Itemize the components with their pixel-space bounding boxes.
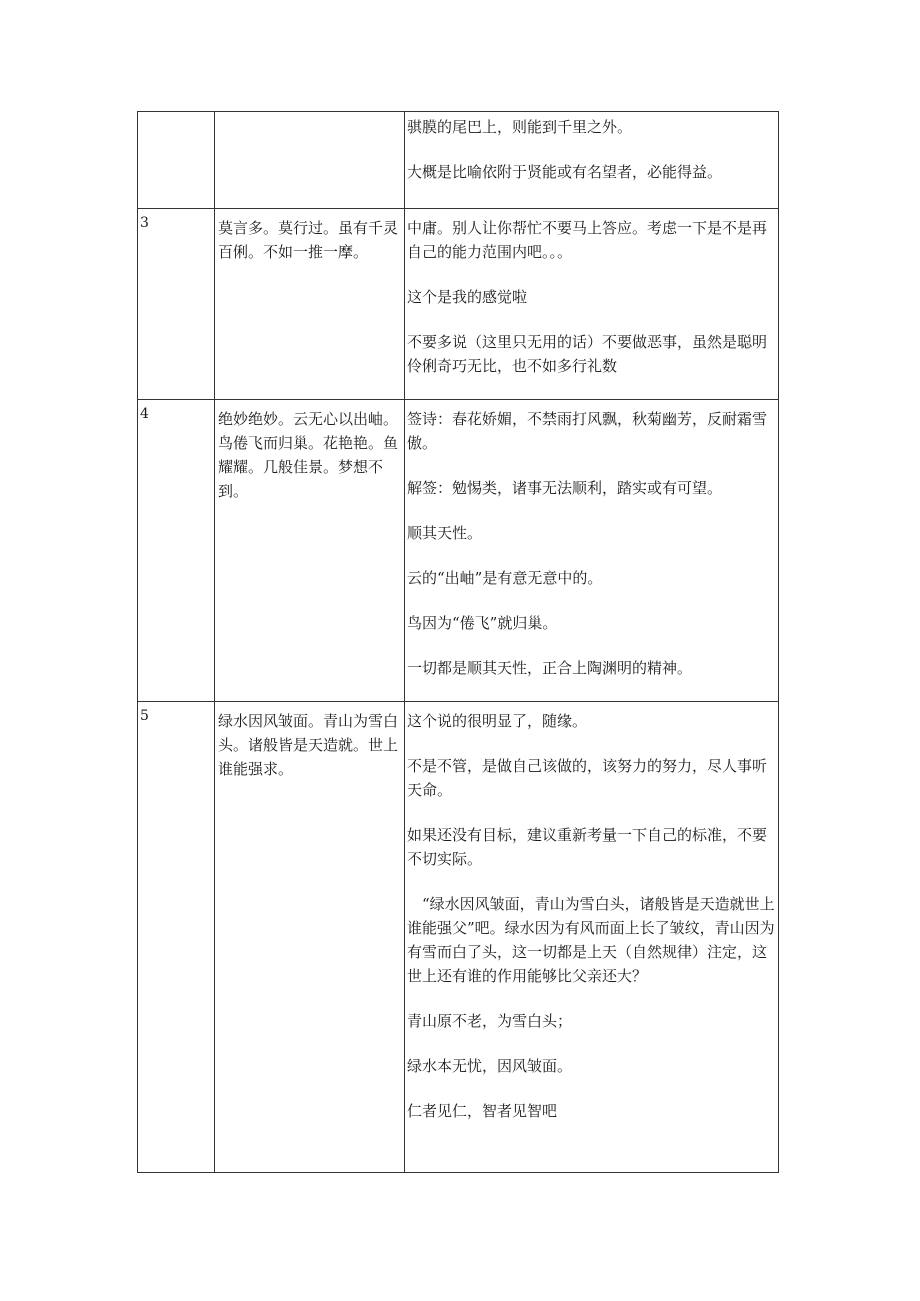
interpretation-paragraph: 这个是我的感觉啦	[407, 288, 528, 306]
interpretation-paragraph: 签诗：春花娇媚，不禁雨打风飘，秋菊幽芳，反耐霜雪傲。	[407, 410, 768, 452]
interpretation-cell	[405, 209, 779, 400]
interpretation-paragraph: 不是不管，是做自己该做的，该努力的努力，尽人事听天命。	[407, 757, 768, 799]
interpretation-paragraph: 鸟因为“倦飞”就归巢。	[407, 614, 558, 632]
sign-text: 绿水因风皱面。青山为雪白头。诸般皆是天造就。世上谁能强求。	[218, 712, 399, 778]
interpretation-cell	[405, 400, 779, 702]
sign-text: 莫言多。莫行过。虽有千灵百俐。不如一推一摩。	[218, 219, 399, 261]
interpretation-paragraph: 这个说的很明显了，随缘。	[407, 712, 588, 730]
sign-cell	[215, 400, 405, 702]
table-row	[138, 209, 779, 400]
interpretation-paragraph: 绿水本无忧，因风皱面。	[407, 1057, 573, 1075]
row-number: 4	[140, 406, 149, 422]
number-cell	[138, 112, 215, 209]
interpretation-paragraph: 仁者见仁，智者见智吧	[407, 1102, 558, 1120]
interpretation-paragraph: 如果还没有目标，建议重新考量一下自己的标准，不要不切实际。	[407, 826, 768, 868]
table-row	[138, 400, 779, 702]
sign-cell	[215, 209, 405, 400]
interpretation-cell	[405, 112, 779, 209]
number-cell	[138, 209, 215, 400]
interpretation-paragraph: 不要多说（这里只无用的话）不要做恶事，虽然是聪明伶俐奇巧无比，也不如多行礼数	[407, 333, 768, 375]
sign-text: 绝妙绝妙。云无心以出岫。鸟倦飞而归巢。花艳艳。鱼耀耀。几般佳景。梦想不到。	[218, 410, 399, 500]
interpretation-paragraph: “绿水因风皱面，青山为雪白头，诸般皆是天造就世上谁能强父”吧。绿水因为有风而面上长了皱纹，青山因为有雪而白了头，这一切都是上天（自然规律）注定，这世上还有谁的作用能够比父亲还大？	[407, 895, 775, 985]
interpretation-paragraph: 骐膜的尾巴上，则能到千里之外。	[407, 118, 633, 136]
sign-cell	[215, 702, 405, 1173]
table-row	[138, 112, 779, 209]
interpretation-paragraph: 解签：勉惕类，诸事无法顺利，踏实或有可望。	[407, 479, 723, 497]
interpretation-paragraph: 青山原不老，为雪白头；	[407, 1012, 573, 1030]
sign-text	[215, 112, 404, 119]
sign-cell	[215, 112, 405, 209]
number-cell	[138, 702, 215, 1173]
row-number: 5	[140, 708, 149, 724]
interpretation-paragraph: 云的“出岫”是有意无意中的。	[407, 569, 603, 587]
interpretation-cell	[405, 702, 779, 1173]
number-cell	[138, 400, 215, 702]
table-row	[138, 702, 779, 1173]
interpretation-paragraph: 一切都是顺其天性，正合上陶渊明的精神。	[407, 659, 693, 677]
interpretation-paragraph: 顺其天性。	[407, 524, 483, 542]
row-number	[138, 112, 214, 114]
interpretation-paragraph: 大概是比喻依附于贤能或有名望者，必能得益。	[407, 163, 723, 181]
interpretation-paragraph: 中庸。别人让你帮忙不要马上答应。考虑一下是不是再自己的能力范围内吧。。。	[407, 219, 768, 261]
fortune-table	[137, 111, 779, 1173]
row-number: 3	[140, 215, 149, 231]
